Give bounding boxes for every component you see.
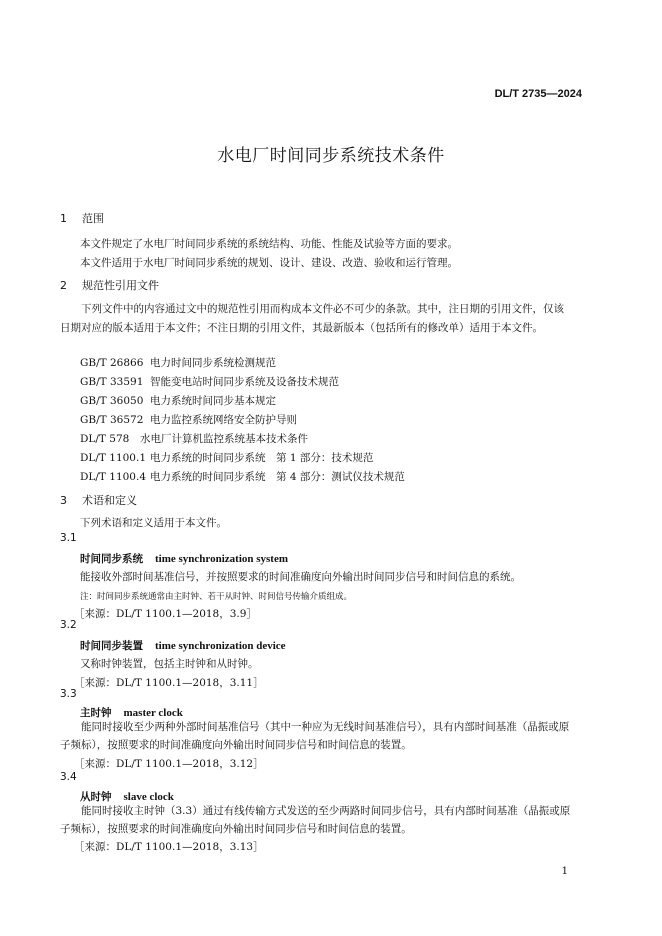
reference-item: [80, 374, 339, 389]
term-source: ［来源：DL/T 1100.1—2018，3.12］: [74, 758, 264, 770]
term-heading: [80, 638, 286, 653]
term-name-zh: 时间同步系统: [80, 553, 143, 565]
term-name-en: time synchronization device: [155, 640, 286, 652]
reference-code: GB/T 26866: [80, 357, 144, 369]
term-number: 3.4: [60, 771, 77, 783]
reference-code: DL/T 1100.4: [80, 471, 147, 483]
term-source: ［来源：DL/T 1100.1—2018，3.11］: [74, 677, 264, 689]
reference-code: GB/T 36572: [80, 414, 144, 426]
reference-title: 智能变电站时间同步系统及设备技术规范: [150, 376, 339, 388]
reference-item: [80, 469, 405, 484]
term-name-zh: 主时钟: [80, 707, 112, 719]
reference-item: [80, 393, 276, 408]
page-title: 水电厂时间同步系统技术条件: [217, 146, 445, 166]
term-name-en: slave clock: [123, 791, 174, 803]
term-name-en: time synchronization system: [155, 553, 289, 565]
reference-title: 电力时间同步系统检测规范: [150, 357, 276, 369]
term-heading: [80, 551, 288, 566]
reference-code: DL/T 578: [80, 433, 130, 445]
section-number: 1: [60, 212, 67, 225]
term-number: 3.2: [60, 619, 77, 631]
reference-title: 电力系统的时间同步系统 第 1 部分：技术规范: [150, 452, 374, 464]
paragraph: 本文件适用于水电厂时间同步系统的规划、设计、建设、改造、验收和运行管理。: [80, 257, 458, 269]
section-1-heading: [60, 210, 104, 226]
document-code: DL/T 2735—2024: [494, 88, 582, 100]
section-number: 3: [60, 494, 67, 507]
reference-item: [80, 431, 308, 446]
section-3-heading: [60, 492, 137, 508]
reference-item: [80, 355, 276, 370]
page-number: 1: [561, 866, 568, 877]
section-title: 规范性引用文件: [82, 279, 159, 292]
section-2-heading: [60, 277, 159, 293]
section-number: 2: [60, 279, 67, 292]
term-name-en: master clock: [123, 707, 183, 719]
term-definition: 能接收外部时间基准信号，并按照要求的时间准确度向外输出时间同步信号和时间信息的系统。: [80, 571, 521, 583]
term-name-zh: 从时钟: [80, 791, 112, 803]
reference-title: 水电厂计算机监控系统基本技术条件: [140, 433, 308, 445]
reference-code: DL/T 1100.1: [80, 452, 147, 464]
paragraph: 本文件规定了水电厂时间同步系统的系统结构、功能、性能及试验等方面的要求。: [80, 238, 458, 250]
reference-code: GB/T 36050: [80, 395, 144, 407]
term-number: 3.1: [60, 532, 77, 544]
section-title: 范围: [82, 212, 104, 225]
reference-item: [80, 412, 297, 427]
paragraph: 下列文件中的内容通过文中的规范性引用而构成本文件必不可少的条款。其中，注日期的引用文件，仅该日期对应的版本适用于本文件；不注日期的引用文件，其最新版本（包括所有的修改单）适用于本文件。: [60, 303, 564, 334]
term-definition: 能同时接收至少两种外部时间基准信号（其中一种应为无线时间基准信号），具有内部时间基准（晶振或原子频标），按照要求的时间准确度向外输出时间同步信号和时间信息的装置。: [60, 721, 570, 751]
reference-title: 电力监控系统网络安全防护导则: [150, 414, 297, 426]
term-name-zh: 时间同步装置: [80, 640, 143, 652]
reference-item: [80, 450, 373, 465]
term-note: 注：时间同步系统通常由主时钟、若干从时钟、时间信号传输介质组成。: [80, 592, 353, 602]
section-title: 术语和定义: [82, 494, 137, 507]
term-source: ［来源：DL/T 1100.1—2018，3.9］: [74, 608, 257, 620]
term-source: ［来源：DL/T 1100.1—2018，3.13］: [74, 841, 264, 853]
term-number: 3.3: [60, 688, 77, 700]
reference-code: GB/T 33591: [80, 376, 144, 388]
reference-title: 电力系统时间同步基本规定: [150, 395, 276, 407]
term-definition: 能同时接收主时钟（3.3）通过有线传输方式发送的至少两路时间同步信号，具有内部时间基准（晶振或原子频标），按照要求的时间准确度向外输出时间同步信号和时间信息的装置。: [60, 805, 571, 835]
paragraph: 下列术语和定义适用于本文件。: [80, 517, 227, 529]
term-definition: 又称时钟装置，包括主时钟和从时钟。: [80, 658, 259, 670]
reference-title: 电力系统的时间同步系统 第 4 部分：测试仪技术规范: [150, 471, 405, 483]
